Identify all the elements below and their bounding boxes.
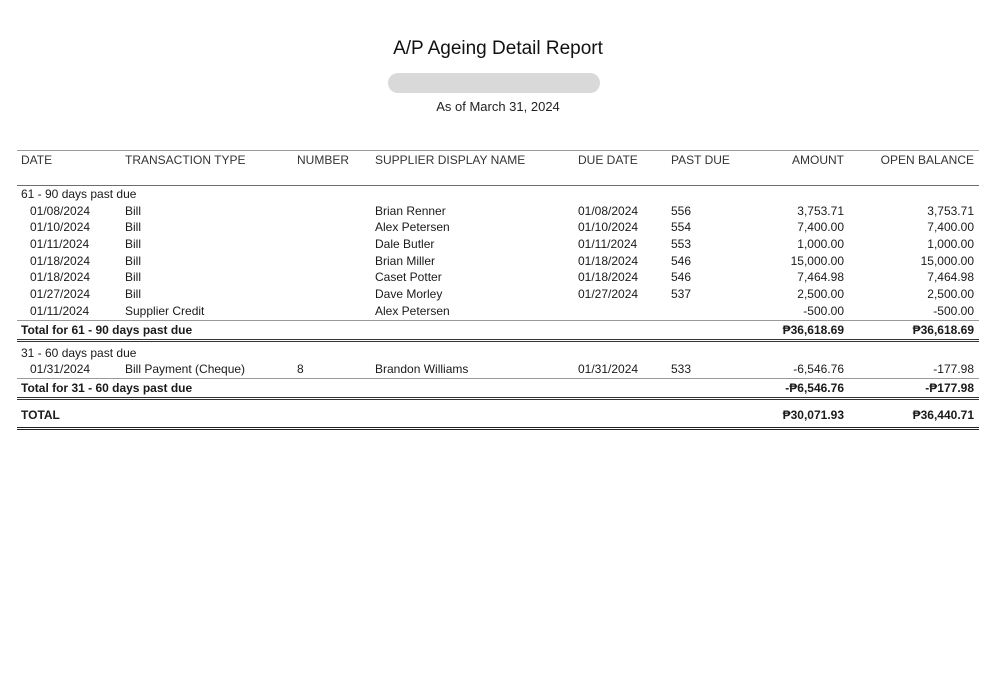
col-number[interactable]: NUMBER (297, 153, 350, 167)
cell-supplier: Brian Miller (375, 253, 436, 268)
cell-date: 01/31/2024 (30, 362, 91, 377)
cell-date: 01/08/2024 (30, 203, 91, 218)
cell-date: 01/18/2024 (30, 270, 91, 285)
cell-date: 01/10/2024 (30, 220, 91, 235)
cell-open-balance: -500.00 (933, 303, 974, 318)
cell-due-date: 01/11/2024 (578, 237, 638, 252)
table-row[interactable] (17, 236, 979, 253)
cell-open-balance: 15,000.00 (920, 253, 974, 268)
grand-total-amount: ₱30,071.93 (782, 407, 844, 422)
cell-amount: 7,400.00 (797, 220, 844, 235)
cell-amount: -6,546.76 (793, 362, 844, 377)
cell-due-date: 01/31/2024 (578, 362, 639, 377)
cell-past-due: 553 (671, 237, 692, 252)
cell-type[interactable]: Bill (125, 203, 142, 218)
grand-total-label: TOTAL (21, 407, 60, 422)
group-header (17, 186, 979, 203)
group-total-row (17, 378, 979, 400)
col-past-due[interactable]: PAST DUE (671, 153, 730, 167)
cell-supplier: Brandon Williams (375, 362, 469, 377)
report-date: As of March 31, 2024 (436, 99, 560, 114)
col-transaction-type[interactable]: TRANSACTION TYPE (125, 153, 246, 167)
table-row[interactable] (17, 303, 979, 320)
cell-amount: 2,500.00 (797, 287, 844, 302)
group-total-label: Total for 61 - 90 days past due (21, 322, 193, 337)
cell-past-due: 537 (671, 287, 692, 302)
cell-open-balance: -177.98 (933, 362, 974, 377)
table-row[interactable] (17, 203, 979, 220)
cell-past-due: 554 (671, 220, 692, 235)
cell-type[interactable]: Bill (125, 220, 142, 235)
cell-due-date: 01/18/2024 (578, 253, 639, 268)
cell-open-balance: 3,753.71 (927, 203, 974, 218)
col-supplier[interactable]: SUPPLIER DISPLAY NAME (375, 153, 526, 167)
grand-total-open-balance: ₱36,440.71 (912, 407, 974, 422)
cell-open-balance: 1,000.00 (927, 237, 974, 252)
cell-amount: 15,000.00 (790, 253, 844, 268)
cell-supplier: Alex Petersen (375, 220, 450, 235)
cell-amount: 7,464.98 (797, 270, 844, 285)
cell-past-due: 556 (671, 203, 692, 218)
cell-type[interactable]: Bill (125, 270, 142, 285)
cell-supplier: Caset Potter (375, 270, 442, 285)
col-open-balance[interactable]: OPEN BALANCE (880, 153, 974, 167)
table-row[interactable] (17, 269, 979, 286)
cell-open-balance: 2,500.00 (927, 287, 974, 302)
cell-due-date: 01/27/2024 (578, 287, 639, 302)
cell-amount: 1,000.00 (797, 237, 844, 252)
cell-type[interactable]: Supplier Credit (125, 303, 205, 318)
group-label: 61 - 90 days past due (21, 187, 137, 201)
cell-due-date: 01/10/2024 (578, 220, 639, 235)
report-title: A/P Ageing Detail Report (393, 38, 603, 59)
cell-open-balance: 7,400.00 (927, 220, 974, 235)
cell-past-due: 533 (671, 362, 692, 377)
grand-total-row (17, 405, 979, 430)
col-date[interactable]: DATE (21, 153, 53, 167)
table-row[interactable] (17, 253, 979, 270)
column-header-row (17, 150, 979, 186)
cell-amount: -500.00 (803, 303, 844, 318)
cell-date: 01/18/2024 (30, 253, 91, 268)
table-row[interactable] (17, 361, 979, 378)
table-row[interactable] (17, 219, 979, 236)
cell-type[interactable]: Bill (125, 253, 142, 268)
col-due-date[interactable]: DUE DATE (578, 153, 638, 167)
cell-supplier: Alex Petersen (375, 303, 450, 318)
group-total-label: Total for 31 - 60 days past due (21, 380, 193, 395)
cell-due-date: 01/18/2024 (578, 270, 639, 285)
cell-type[interactable]: Bill (125, 237, 142, 252)
group-total-amount: -₱6,546.76 (785, 380, 844, 395)
group-header (17, 345, 979, 362)
group-total-open-balance: -₱177.98 (925, 380, 974, 395)
col-amount[interactable]: AMOUNT (792, 153, 844, 167)
cell-number: 8 (297, 362, 304, 377)
cell-past-due: 546 (671, 270, 692, 285)
cell-date: 01/11/2024 (30, 237, 90, 252)
group-total-row (17, 320, 979, 342)
cell-date: 01/11/2024 (30, 303, 90, 318)
group-total-open-balance: ₱36,618.69 (912, 322, 974, 337)
cell-supplier: Brian Renner (375, 203, 446, 218)
table-row[interactable] (17, 286, 979, 303)
cell-supplier: Dale Butler (375, 237, 435, 252)
group-label: 31 - 60 days past due (21, 345, 137, 360)
cell-supplier: Dave Morley (375, 287, 443, 302)
cell-amount: 3,753.71 (797, 203, 844, 218)
cell-type[interactable]: Bill (125, 287, 142, 302)
cell-past-due: 546 (671, 253, 692, 268)
cell-type[interactable]: Bill Payment (Cheque) (125, 362, 246, 377)
cell-due-date: 01/08/2024 (578, 203, 639, 218)
cell-date: 01/27/2024 (30, 287, 91, 302)
cell-open-balance: 7,464.98 (927, 270, 974, 285)
redacted-company-name (388, 73, 600, 93)
group-total-amount: ₱36,618.69 (782, 322, 844, 337)
report-table (17, 150, 979, 430)
